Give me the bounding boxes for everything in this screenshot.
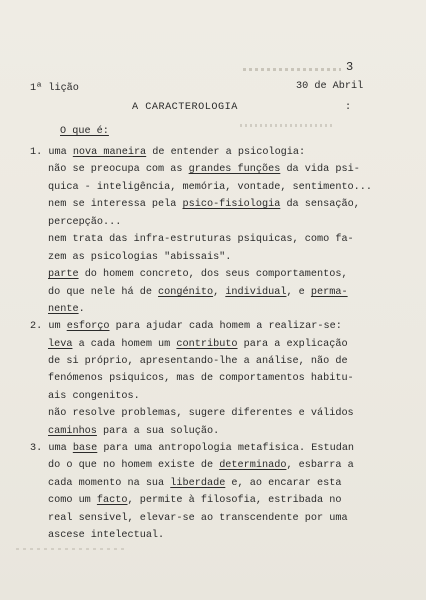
- text-run: ascese intelectual.: [48, 530, 165, 541]
- text-run: para a explicação: [237, 339, 348, 350]
- text-line: [48, 531, 164, 541]
- text-line: [48, 496, 341, 506]
- underlined-text: nente: [48, 304, 79, 315]
- text-run: de si próprio, apresentando-lhe a análise, não de: [48, 356, 348, 367]
- text-run: um: [42, 321, 67, 332]
- text-line: [48, 392, 140, 402]
- text-run: da vida psi-: [280, 164, 360, 175]
- underlined-text: leva: [48, 339, 73, 350]
- text-line: [48, 270, 348, 280]
- underlined-text: psico-fisiologia: [182, 199, 281, 210]
- text-run: da sensação,: [280, 199, 360, 210]
- text-run: ,: [213, 287, 226, 298]
- text-run: uma: [42, 443, 73, 454]
- text-line: [48, 479, 341, 489]
- underlined-text: esforço: [66, 321, 110, 332]
- text-line: [48, 218, 121, 228]
- text-run: do homem concreto, dos seus comportamentos,: [78, 269, 348, 280]
- text-run: fenómenos psiquicos, mas de comportamentos habitu-: [48, 373, 354, 384]
- underlined-text: contributo: [176, 339, 238, 350]
- text-run: zem as psicologias "abissais".: [48, 252, 232, 263]
- lesson-date: 30 de Abril: [296, 81, 364, 92]
- text-run: para ajudar cada homem a realizar-se:: [109, 321, 342, 332]
- list-number: 2.: [30, 321, 43, 332]
- text-line: [48, 253, 231, 263]
- lesson-label: 1ª lição: [30, 83, 79, 94]
- underlined-text: determinado: [219, 460, 287, 471]
- text-run: uma: [42, 147, 73, 158]
- text-run: a cada homem um: [72, 339, 177, 350]
- underlined-text: grandes funções: [188, 164, 281, 175]
- text-run: e, ao encarar esta: [225, 478, 342, 489]
- text-line: [48, 183, 372, 193]
- text-line: [48, 305, 85, 315]
- text-line: [30, 148, 305, 158]
- text-line: [48, 357, 348, 367]
- list-number: 1.: [30, 147, 43, 158]
- text-line: [48, 340, 348, 350]
- page-title: A CARACTEROLOGIA: [132, 102, 238, 113]
- smudge-mark: [16, 548, 126, 550]
- underlined-text: caminhos: [48, 426, 97, 437]
- text-run: para a sua solução.: [96, 426, 220, 437]
- page-number: 3: [346, 60, 354, 74]
- text-line: [30, 444, 354, 454]
- underlined-text: parte: [48, 269, 79, 280]
- text-run: não se preocupa com as: [48, 164, 189, 175]
- text-run: , permite à filosofia, estribada no: [127, 495, 342, 506]
- text-run: quica - inteligência, memória, vontade, sentimento...: [48, 182, 373, 193]
- text-line: [48, 409, 354, 419]
- text-line: [48, 427, 219, 437]
- text-run: de entender a psicologia:: [146, 147, 306, 158]
- text-run: , e: [286, 287, 311, 298]
- text-run: nem trata das infra-estruturas psiquicas, como fa-: [48, 234, 354, 245]
- list-number: 3.: [30, 443, 43, 454]
- title-colon: :: [345, 102, 352, 113]
- text-line: [48, 374, 354, 384]
- underlined-text: base: [72, 443, 98, 454]
- text-run: do que nele há de: [48, 287, 159, 298]
- text-run: como um: [48, 495, 97, 506]
- section-subheading: O que é:: [60, 126, 109, 137]
- text-line: [48, 461, 354, 471]
- text-run: não resolve problemas, sugere diferentes e válidos: [48, 408, 354, 419]
- underlined-text: liberdade: [170, 478, 226, 489]
- text-run: nem se interessa pela: [48, 199, 183, 210]
- smudge-mark: [240, 124, 332, 127]
- text-run: , esbarra a: [286, 460, 354, 471]
- underlined-text: nova maneira: [72, 147, 147, 158]
- text-run: cada momento na sua: [48, 478, 171, 489]
- text-line: [48, 235, 354, 245]
- text-line: [30, 322, 342, 332]
- underlined-text: perma-: [310, 287, 348, 298]
- underlined-text: congénito: [158, 287, 214, 298]
- text-line: [48, 288, 348, 298]
- smudge-mark: [243, 68, 341, 71]
- text-run: real sensivel, elevar-se ao transcendente por uma: [48, 513, 348, 524]
- underlined-text: facto: [96, 495, 128, 506]
- underlined-text: individual: [225, 287, 287, 298]
- text-run: .: [78, 304, 85, 315]
- text-run: ais congenitos.: [48, 391, 140, 402]
- text-run: para uma antropologia metafisica. Estudan: [97, 443, 355, 454]
- text-line: [48, 165, 360, 175]
- text-run: do o que no homem existe de: [48, 460, 220, 471]
- text-line: [48, 200, 360, 210]
- text-line: [48, 514, 348, 524]
- text-run: percepção...: [48, 217, 122, 228]
